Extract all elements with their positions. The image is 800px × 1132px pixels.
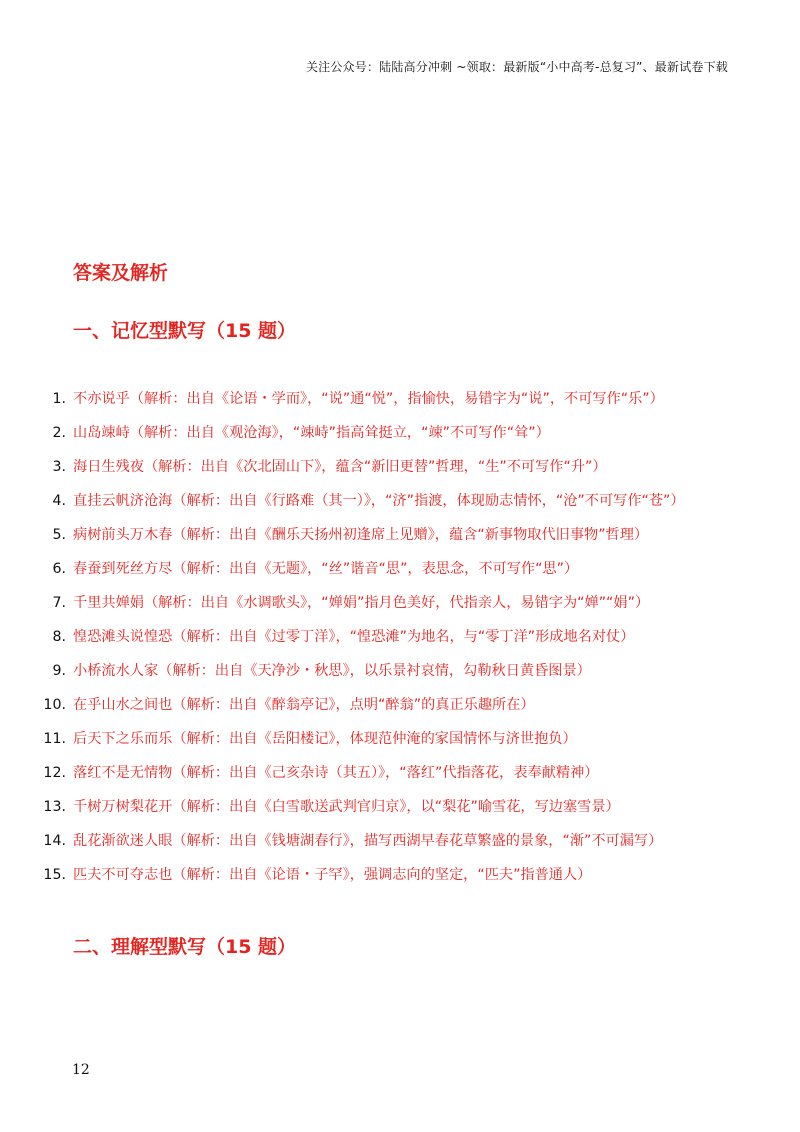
item-text: 千树万树梨花开（解析：出自《白雪歌送武判官归京》，以“梨花”喻雪花，写边塞雪景）: [73, 799, 620, 815]
page-title: 答案及解析: [73, 262, 169, 284]
section-heading-comprehension: 二、理解型默写（15 题）: [73, 936, 297, 958]
list-item: [40, 422, 700, 445]
item-number: 7.: [52, 595, 66, 611]
item-text: 乱花渐欲迷人眼（解析：出自《钱塘湖春行》，描写西湖早春花草繁盛的景象，“渐”不可漏写）: [73, 833, 663, 849]
item-text: 病树前头万木春（解析：出自《酬乐天扬州初逢席上见赠》，蕴含“新事物取代旧事物”哲理）: [73, 527, 649, 543]
list-item: [40, 524, 700, 547]
item-number: 14.: [43, 833, 66, 849]
item-number: 3.: [52, 459, 66, 475]
item-text: 不亦说乎（解析：出自《论语・学而》，“说”通“悦”，指愉快，易错字为“说”，不可写作“乐”）: [73, 391, 664, 407]
item-number: 15.: [43, 867, 66, 883]
item-number: 13.: [43, 799, 66, 815]
list-item: [40, 694, 700, 717]
list-item: [40, 830, 700, 853]
item-number: 10.: [43, 697, 66, 713]
item-number: 5.: [52, 527, 66, 543]
answer-list: [40, 388, 700, 898]
list-item: [40, 796, 700, 819]
page-number: 12: [72, 1062, 90, 1078]
item-number: 2.: [52, 425, 66, 441]
item-text: 在乎山水之间也（解析：出自《醉翁亭记》，点明“醉翁”的真正乐趣所在）: [73, 697, 535, 713]
section-heading-memory: 一、记忆型默写（15 题）: [73, 320, 297, 342]
item-number: 4.: [52, 493, 66, 509]
item-text: 千里共婵娟（解析：出自《水调歌头》，“婵娟”指月色美好，代指亲人，易错字为“婵”“娟”）: [73, 595, 650, 611]
list-item: [40, 592, 700, 615]
item-text: 惶恐滩头说惶恐（解析：出自《过零丁洋》，“惶恐滩”为地名，与“零丁洋”形成地名对仗）: [73, 629, 635, 645]
item-text: 春蚕到死丝方尽（解析：出自《无题》，“丝”谐音“思”，表思念，不可写作“思”）: [73, 561, 579, 577]
list-item: [40, 626, 700, 649]
item-text: 后天下之乐而乐（解析：出自《岳阳楼记》，体现范仲淹的家国情怀与济世抱负）: [73, 731, 577, 747]
item-number: 8.: [52, 629, 66, 645]
item-number: 11.: [43, 731, 66, 747]
item-number: 1.: [52, 391, 66, 407]
item-text: 小桥流水人家（解析：出自《天净沙・秋思》，以乐景衬哀情，勾勒秋日黄昏图景）: [73, 663, 591, 679]
list-item: [40, 864, 700, 887]
item-text: 直挂云帆济沧海（解析：出自《行路难（其一）》，“济”指渡，体现励志情怀，“沧”不可写作“苍”）: [73, 493, 685, 509]
list-item: [40, 660, 700, 683]
item-text: 海日生残夜（解析：出自《次北固山下》，蕴含“新旧更替”哲理，“生”不可写作“升”）: [73, 459, 607, 475]
page-header: 关注公众号：陆陆高分冲刺 ~领取：最新版“小中高考-总复习”、最新试卷下载: [305, 60, 728, 74]
item-number: 9.: [52, 663, 66, 679]
item-text: 落红不是无情物（解析：出自《己亥杂诗（其五）》，“落红”代指落花，表奉献精神）: [73, 765, 599, 781]
list-item: [40, 490, 700, 513]
list-item: [40, 456, 700, 479]
item-text: 山岛竦峙（解析：出自《观沧海》，“竦峙”指高耸挺立，“竦”不可写作“耸”）: [73, 425, 550, 441]
list-item: [40, 762, 700, 785]
item-number: 6.: [52, 561, 66, 577]
list-item: [40, 558, 700, 581]
item-text: 匹夫不可夺志也（解析：出自《论语・子罕》，强调志向的坚定，“匹夫”指普通人）: [73, 867, 592, 883]
list-item: [40, 388, 700, 411]
list-item: [40, 728, 700, 751]
item-number: 12.: [43, 765, 66, 781]
